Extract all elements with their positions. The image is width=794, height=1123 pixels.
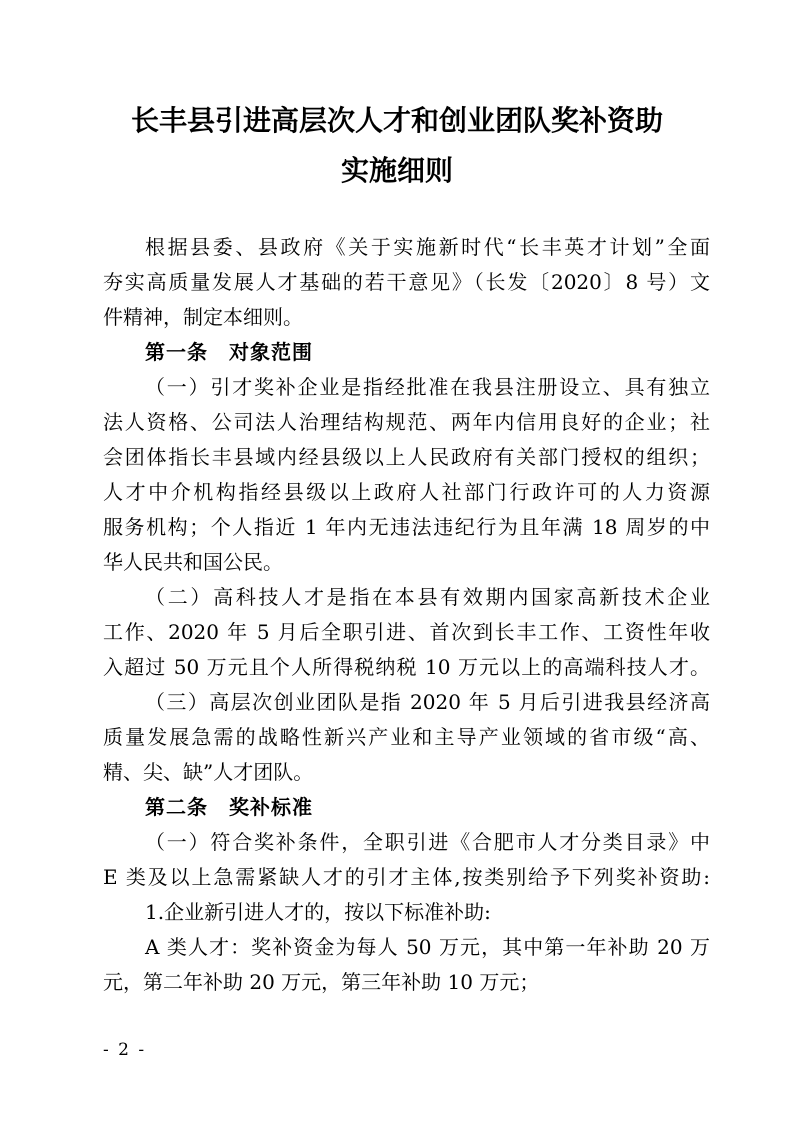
text-line: 根据县委、县政府《关于实施新时代“长丰英才计划”全面 <box>145 235 710 259</box>
text-line: 服务机构；个人指近 1 年内无违法违纪行为且年满 18 周岁的中 <box>103 515 710 539</box>
paragraph <box>103 895 710 930</box>
paragraph <box>103 685 710 790</box>
text-line: （一）引才奖补企业是指经批准在我县注册设立、具有独立 <box>145 375 710 399</box>
section-heading <box>103 790 710 825</box>
text-line: 夯实高质量发展人才基础的若干意见》（长发〔2020〕8 号）文 <box>103 270 710 294</box>
text-line: 精、尖、缺”人才团队。 <box>103 760 314 784</box>
text-line: 第二条 奖补标准 <box>145 795 313 819</box>
paragraph <box>103 370 710 580</box>
text-line: A 类人才：奖补资金为每人 50 万元，其中第一年补助 20 万 <box>145 935 710 959</box>
text-line: 工作、2020 年 5 月后全职引进、首次到长丰工作、工资性年收 <box>103 620 710 644</box>
section-heading <box>103 335 710 370</box>
page-number: - 2 - <box>103 1040 147 1060</box>
text-line: 元，第二年补助 20 万元，第三年补助 10 万元； <box>103 970 540 994</box>
text-line: 法人资格、公司法人治理结构规范、两年内信用良好的企业；社 <box>103 410 710 434</box>
title-line: 实施细则 <box>340 154 453 187</box>
text-line: （三）高层次创业团队是指 2020 年 5 月后引进我县经济高 <box>145 690 710 714</box>
title-line: 长丰县引进高层次人才和创业团队奖补资助 <box>130 104 663 137</box>
paragraph <box>103 580 710 685</box>
text-line: （二）高科技人才是指在本县有效期内国家高新技术企业 <box>145 585 710 609</box>
text-line: 入超过 50 万元且个人所得税纳税 10 万元以上的高端科技人才。 <box>103 655 710 679</box>
paragraph <box>103 930 710 1000</box>
text-line: 华人民共和国公民。 <box>103 550 283 574</box>
text-line: 质量发展急需的战略性新兴产业和主导产业领域的省市级“高、 <box>103 725 710 749</box>
text-line: 第一条 对象范围 <box>145 340 313 364</box>
text-line: 件精神，制定本细则。 <box>103 305 303 329</box>
paragraph <box>103 230 710 335</box>
paragraph <box>103 825 710 895</box>
document-title <box>0 96 794 196</box>
text-line: 人才中介机构指经县级以上政府人社部门行政许可的人力资源 <box>103 480 710 504</box>
text-line: E 类及以上急需紧缺人才的引才主体,按类别给予下列奖补资助: <box>103 865 710 889</box>
text-line: （一）符合奖补条件，全职引进《合肥市人才分类目录》中 <box>145 830 710 854</box>
text-line: 会团体指长丰县域内经县级以上人民政府有关部门授权的组织； <box>103 445 710 469</box>
document-body <box>103 230 710 1000</box>
text-line: 1.企业新引进人才的，按以下标准补助: <box>145 900 491 924</box>
